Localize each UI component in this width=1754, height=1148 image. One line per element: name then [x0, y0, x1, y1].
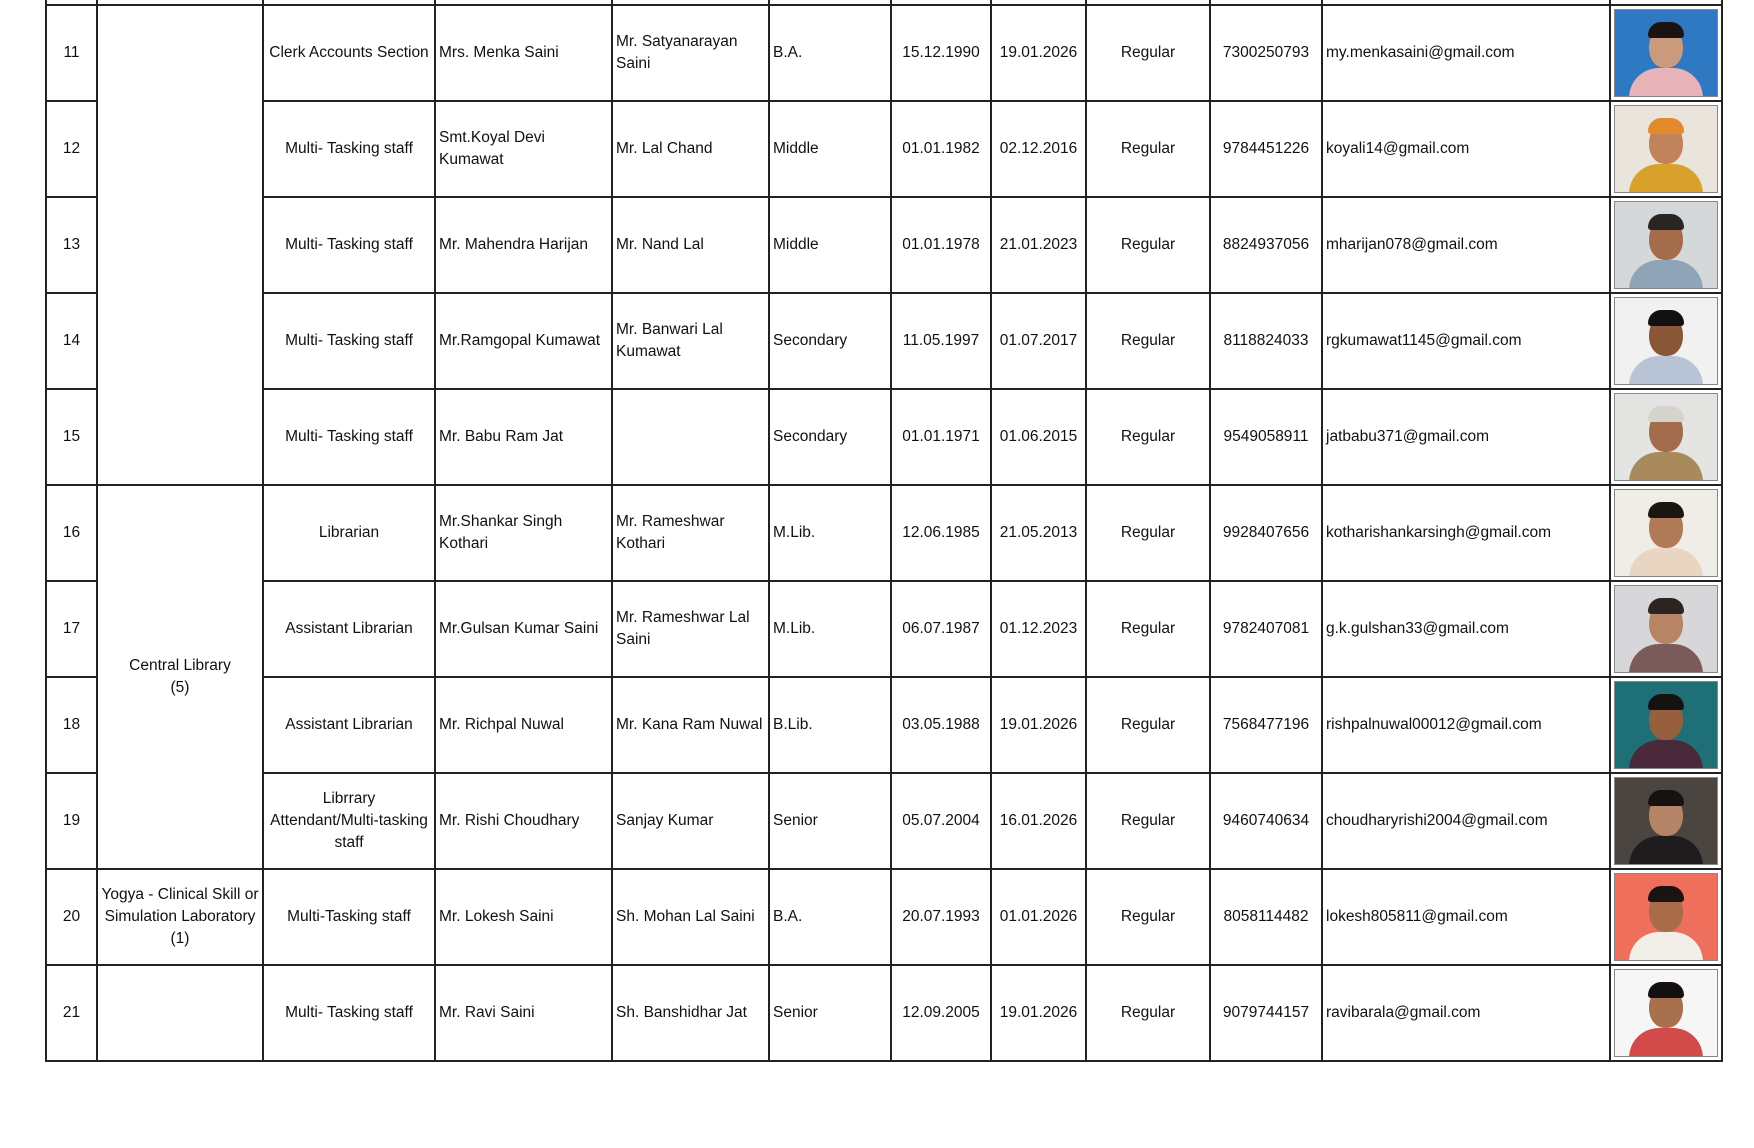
father-name: Mr. Kana Ram Nuwal — [612, 677, 769, 773]
date-of-birth: 01.01.1982 — [891, 101, 991, 197]
email-address: choudharyrishi2004@gmail.com — [1322, 773, 1610, 869]
photo-cell — [1610, 965, 1722, 1061]
mobile-number: 9460740634 — [1210, 773, 1322, 869]
employee-photo — [1614, 393, 1718, 481]
photo-cell — [1610, 581, 1722, 677]
designation: Librarian — [263, 485, 435, 581]
qualification: Senior — [769, 965, 891, 1061]
serial-number: 21 — [46, 965, 97, 1061]
designation: Multi- Tasking staff — [263, 389, 435, 485]
table-row — [46, 101, 1722, 197]
serial-number: 15 — [46, 389, 97, 485]
mobile-number: 7568477196 — [1210, 677, 1322, 773]
section-cell-empty — [97, 965, 263, 1061]
serial-number: 18 — [46, 677, 97, 773]
date-of-birth: 12.06.1985 — [891, 485, 991, 581]
designation: Multi-Tasking staff — [263, 869, 435, 965]
father-name: Sanjay Kumar — [612, 773, 769, 869]
father-name: Mr. Rameshwar Kothari — [612, 485, 769, 581]
section-yogya-lab — [97, 869, 263, 965]
mobile-number: 8118824033 — [1210, 293, 1322, 389]
photo-cell — [1610, 101, 1722, 197]
employee-name: Mrs. Menka Saini — [435, 5, 612, 101]
date-of-joining: 21.05.2013 — [991, 485, 1086, 581]
employee-photo — [1614, 201, 1718, 289]
employee-photo — [1614, 873, 1718, 961]
date-of-joining: 01.06.2015 — [991, 389, 1086, 485]
table-row — [46, 5, 1722, 101]
designation: Librrary Attendant/Multi-tasking staff — [263, 773, 435, 869]
employment-status: Regular — [1086, 101, 1210, 197]
qualification: Secondary — [769, 389, 891, 485]
designation: Multi- Tasking staff — [263, 293, 435, 389]
qualification: B.A. — [769, 5, 891, 101]
section-title: Yogya - Clinical Skill or Simulation Laboratory — [101, 886, 259, 925]
date-of-joining: 21.01.2023 — [991, 197, 1086, 293]
date-of-birth: 11.05.1997 — [891, 293, 991, 389]
email-address: rishpalnuwal00012@gmail.com — [1322, 677, 1610, 773]
section-title: Central Library — [129, 657, 231, 674]
section-central-library — [97, 485, 263, 869]
table-row — [46, 869, 1722, 965]
date-of-joining: 19.01.2026 — [991, 965, 1086, 1061]
date-of-birth: 15.12.1990 — [891, 5, 991, 101]
email-address: koyali14@gmail.com — [1322, 101, 1610, 197]
staff-table — [45, 0, 1723, 1062]
serial-number: 19 — [46, 773, 97, 869]
qualification: M.Lib. — [769, 485, 891, 581]
table-row — [46, 677, 1722, 773]
designation: Assistant Librarian — [263, 581, 435, 677]
employee-name: Mr. Lokesh Saini — [435, 869, 612, 965]
table-row — [46, 389, 1722, 485]
date-of-joining: 01.01.2026 — [991, 869, 1086, 965]
email-address: kotharishankarsingh@gmail.com — [1322, 485, 1610, 581]
designation: Multi- Tasking staff — [263, 197, 435, 293]
mobile-number: 7300250793 — [1210, 5, 1322, 101]
employee-name: Mr. Richpal Nuwal — [435, 677, 612, 773]
designation: Clerk Accounts Section — [263, 5, 435, 101]
date-of-birth: 03.05.1988 — [891, 677, 991, 773]
employee-name: Smt.Koyal Devi Kumawat — [435, 101, 612, 197]
table-row — [46, 197, 1722, 293]
table-row — [46, 773, 1722, 869]
employment-status: Regular — [1086, 869, 1210, 965]
qualification: M.Lib. — [769, 581, 891, 677]
photo-cell — [1610, 677, 1722, 773]
photo-cell — [1610, 293, 1722, 389]
employee-photo — [1614, 681, 1718, 769]
photo-cell — [1610, 197, 1722, 293]
date-of-birth: 12.09.2005 — [891, 965, 991, 1061]
date-of-joining: 01.07.2017 — [991, 293, 1086, 389]
father-name — [612, 389, 769, 485]
date-of-joining: 19.01.2026 — [991, 677, 1086, 773]
qualification: Middle — [769, 101, 891, 197]
photo-cell — [1610, 389, 1722, 485]
serial-number: 12 — [46, 101, 97, 197]
mobile-number: 9782407081 — [1210, 581, 1322, 677]
qualification: Senior — [769, 773, 891, 869]
photo-cell — [1610, 869, 1722, 965]
mobile-number: 9549058911 — [1210, 389, 1322, 485]
email-address: mharijan078@gmail.com — [1322, 197, 1610, 293]
employment-status: Regular — [1086, 389, 1210, 485]
table-row — [46, 581, 1722, 677]
section-count: (1) — [170, 930, 190, 947]
designation: Assistant Librarian — [263, 677, 435, 773]
employee-photo — [1614, 969, 1718, 1057]
mobile-number: 9079744157 — [1210, 965, 1322, 1061]
designation: Multi- Tasking staff — [263, 965, 435, 1061]
photo-cell — [1610, 5, 1722, 101]
employment-status: Regular — [1086, 197, 1210, 293]
email-address: rgkumawat1145@gmail.com — [1322, 293, 1610, 389]
mobile-number: 8824937056 — [1210, 197, 1322, 293]
date-of-joining: 19.01.2026 — [991, 5, 1086, 101]
email-address: ravibarala@gmail.com — [1322, 965, 1610, 1061]
date-of-joining: 01.12.2023 — [991, 581, 1086, 677]
serial-number: 20 — [46, 869, 97, 965]
email-address: jatbabu371@gmail.com — [1322, 389, 1610, 485]
qualification: Middle — [769, 197, 891, 293]
serial-number: 16 — [46, 485, 97, 581]
qualification: Secondary — [769, 293, 891, 389]
employee-name: Mr.Ramgopal Kumawat — [435, 293, 612, 389]
designation: Multi- Tasking staff — [263, 101, 435, 197]
employment-status: Regular — [1086, 965, 1210, 1061]
date-of-joining: 02.12.2016 — [991, 101, 1086, 197]
qualification: B.A. — [769, 869, 891, 965]
serial-number: 13 — [46, 197, 97, 293]
father-name: Mr. Nand Lal — [612, 197, 769, 293]
mobile-number: 8058114482 — [1210, 869, 1322, 965]
table-row — [46, 293, 1722, 389]
employment-status: Regular — [1086, 581, 1210, 677]
employee-name: Mr. Ravi Saini — [435, 965, 612, 1061]
employee-photo — [1614, 777, 1718, 865]
father-name: Mr. Lal Chand — [612, 101, 769, 197]
mobile-number: 9784451226 — [1210, 101, 1322, 197]
employee-name: Mr. Babu Ram Jat — [435, 389, 612, 485]
employment-status: Regular — [1086, 677, 1210, 773]
father-name: Sh. Banshidhar Jat — [612, 965, 769, 1061]
employment-status: Regular — [1086, 5, 1210, 101]
employee-name: Mr. Rishi Choudhary — [435, 773, 612, 869]
mobile-number: 9928407656 — [1210, 485, 1322, 581]
photo-cell — [1610, 485, 1722, 581]
employee-photo — [1614, 489, 1718, 577]
photo-cell — [1610, 773, 1722, 869]
employment-status: Regular — [1086, 293, 1210, 389]
email-address: my.menkasaini@gmail.com — [1322, 5, 1610, 101]
date-of-joining: 16.01.2026 — [991, 773, 1086, 869]
table-row — [46, 485, 1722, 581]
employee-name: Mr.Gulsan Kumar Saini — [435, 581, 612, 677]
father-name: Mr. Rameshwar Lal Saini — [612, 581, 769, 677]
father-name: Mr. Banwari Lal Kumawat — [612, 293, 769, 389]
date-of-birth: 20.07.1993 — [891, 869, 991, 965]
employee-photo — [1614, 9, 1718, 97]
employment-status: Regular — [1086, 773, 1210, 869]
serial-number: 11 — [46, 5, 97, 101]
father-name: Sh. Mohan Lal Saini — [612, 869, 769, 965]
section-count: (5) — [170, 679, 190, 696]
employment-status: Regular — [1086, 485, 1210, 581]
employee-photo — [1614, 105, 1718, 193]
serial-number: 17 — [46, 581, 97, 677]
date-of-birth: 01.01.1978 — [891, 197, 991, 293]
employee-photo — [1614, 585, 1718, 673]
date-of-birth: 06.07.1987 — [891, 581, 991, 677]
father-name: Mr. Satyanarayan Saini — [612, 5, 769, 101]
email-address: g.k.gulshan33@gmail.com — [1322, 581, 1610, 677]
employee-name: Mr.Shankar Singh Kothari — [435, 485, 612, 581]
email-address: lokesh805811@gmail.com — [1322, 869, 1610, 965]
section-cell-empty — [97, 5, 263, 485]
employee-photo — [1614, 297, 1718, 385]
date-of-birth: 01.01.1971 — [891, 389, 991, 485]
date-of-birth: 05.07.2004 — [891, 773, 991, 869]
serial-number: 14 — [46, 293, 97, 389]
table-row — [46, 965, 1722, 1061]
employee-name: Mr. Mahendra Harijan — [435, 197, 612, 293]
qualification: B.Lib. — [769, 677, 891, 773]
